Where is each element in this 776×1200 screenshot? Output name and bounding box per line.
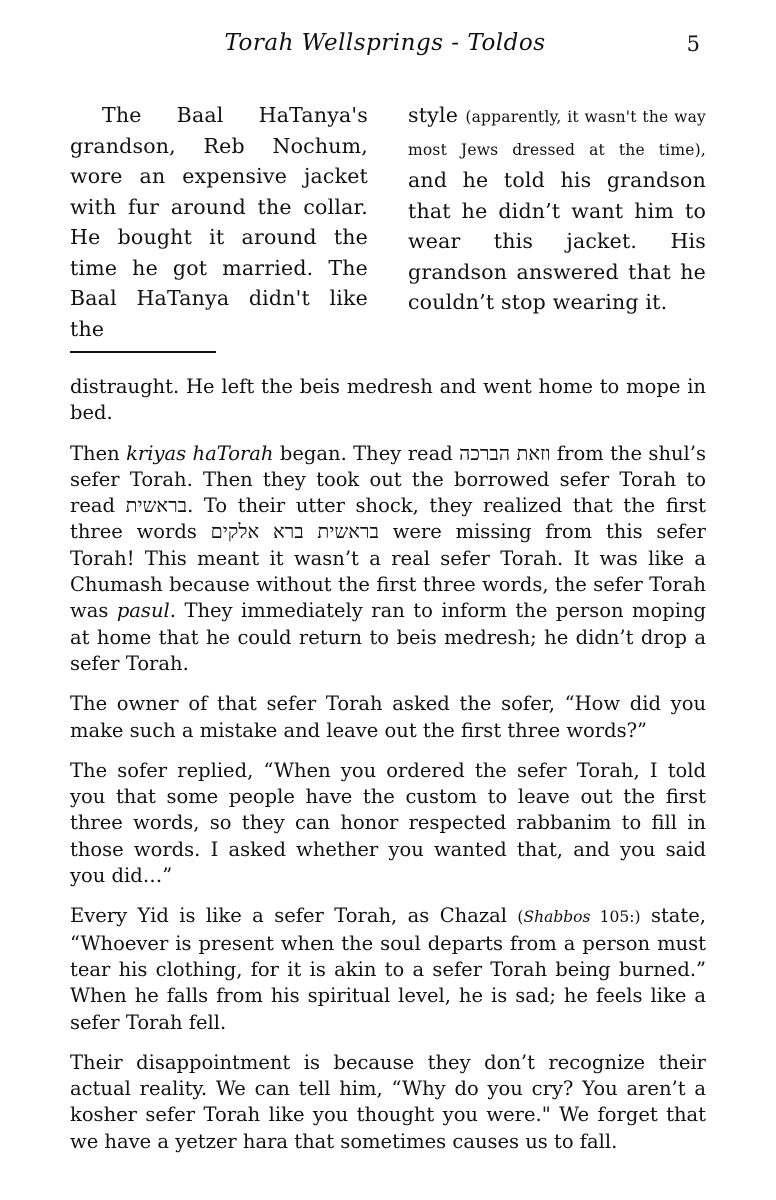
p2-italic-pasul: pasul (116, 599, 170, 623)
p5-citation-ref: 105: (599, 908, 635, 927)
p5-text-b: state, “Whoever is present when the soul departs from a person must tear his clothing, for it is akin to a sefer Torah being burned.” When he falls from his spiritual level, he is sad; he feels like a sefer Torah fell. (70, 904, 706, 1034)
paragraph-5 (70, 903, 706, 1035)
p2-text-c: from the shul’s sefer Torah. Then they took out the borrowed sefer Torah to read (70, 441, 706, 518)
p2-hebrew-bereishis: בראשית (125, 494, 188, 518)
paragraph-6: Their disappointment is because they don’t recognize their actual reality. We can tell him, “Why do you cry? You aren’t a kosher sefer Torah like you thought you were." We forget that we have a yetzer hara that sometimes causes us to fall. (70, 1050, 706, 1153)
p5-citation: (Shabbos 105:) (517, 908, 641, 927)
story-right-paragraph (408, 100, 706, 318)
story-left-text: The Baal HaTanya's grandson, Reb Nochum, wore an expensive jacket with fur around the collar. He bought it around the time he got married. The Baal HaTanya didn't like the (70, 103, 368, 341)
story-right-style: style (408, 103, 459, 127)
paragraph-3: The owner of that sefer Torah asked the sofer, “How did you make such a mistake and leave out the first three words?” (70, 692, 706, 742)
p2-text-b: began. They read (279, 441, 453, 465)
p2-text-d: . To their utter shock, they realized that the first three words (70, 494, 706, 544)
story-parenthetical-note: (apparently, it wasn't the way most Jews dressed at the time), (408, 108, 706, 159)
p2-italic-kriyas: kriyas haTorah (126, 441, 274, 465)
running-header (70, 30, 700, 66)
separator-rule (70, 351, 216, 353)
story-left-column (70, 100, 368, 344)
main-text (70, 374, 706, 1169)
paragraph-1: distraught. He left the beis medresh and went home to mope in bed. (70, 375, 706, 425)
page-number: 5 (686, 32, 700, 56)
paragraph-4: The sofer replied, “When you ordered the sefer Torah, I told you that some people have the custom to leave out the first three words, so they can honor respected rabbanim to fill in those words. I asked whether you wanted that, and you said you did…” (70, 758, 706, 888)
story-box (70, 100, 706, 344)
header-title: Torah Wellsprings - Toldos (224, 30, 546, 56)
p2-hebrew-first-words: בראשית ברא אלקים (210, 520, 379, 544)
p5-citation-source: Shabbos (523, 908, 591, 927)
paragraph-2 (70, 441, 706, 678)
p2-text-f: . They immediately ran to inform the person moping at home that he could return to beis medresh; he didn’t drop a sefer Torah. (70, 599, 706, 675)
p5-text-a: Every Yid is like a sefer Torah, as Chazal (70, 904, 507, 928)
p2-text-e: were missing from this sefer Torah! This meant it wasn’t a real sefer Torah. It was like a Chumash because without the first three words, the sefer Torah was (70, 520, 706, 623)
story-right-text: and he told his grandson that he didn’t want him to wear this jacket. His grandson answered that he couldn’t stop wearing it. (408, 168, 706, 314)
p2-hebrew-vezos-habracha: וזאת הברכה (459, 441, 551, 465)
p2-text-a: Then (70, 441, 120, 465)
story-right-column (408, 100, 706, 344)
